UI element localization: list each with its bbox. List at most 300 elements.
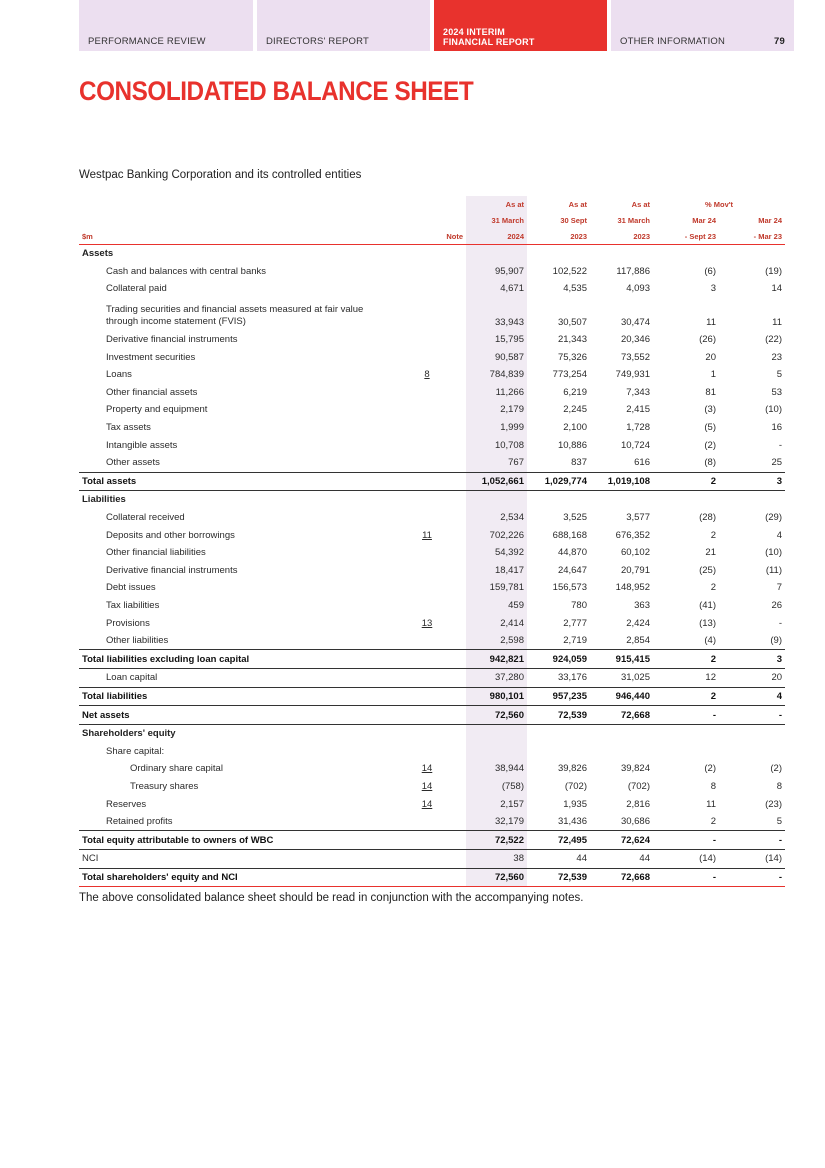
row-label: Provisions <box>106 617 150 629</box>
table-row <box>79 331 785 349</box>
row-value: (8) <box>704 457 716 469</box>
row-value: (26) <box>699 334 716 346</box>
row-note-link <box>388 831 466 850</box>
row-value: 924,059 <box>527 650 590 669</box>
row-label: Share capital: <box>106 745 165 757</box>
row-value <box>466 491 527 509</box>
row-value: 1,019,108 <box>590 472 653 491</box>
row-value: (5) <box>704 422 716 434</box>
page-subtitle: Westpac Banking Corporation and its controlled entities <box>79 169 362 181</box>
row-value: (3) <box>704 404 716 416</box>
row-label: Ordinary share capital <box>130 763 223 775</box>
row-value: - <box>653 706 719 725</box>
row-value: 8 <box>776 780 783 792</box>
row-value: (10) <box>765 404 783 416</box>
row-value: 23 <box>771 351 783 363</box>
table-row <box>79 650 785 669</box>
row-value: 20,346 <box>620 334 650 346</box>
row-note-link <box>388 562 466 580</box>
row-value: 7 <box>776 582 783 594</box>
table-row <box>79 850 785 869</box>
row-value: 3 <box>719 472 785 491</box>
row-value: 3 <box>719 650 785 669</box>
row-value: 2,179 <box>466 401 527 419</box>
row-value: 2 <box>710 582 716 594</box>
row-value: 4 <box>719 687 785 706</box>
row-note-link <box>388 401 466 419</box>
row-value: 3 <box>710 283 716 295</box>
row-value: (13) <box>699 617 716 629</box>
row-value: 60,102 <box>620 547 650 559</box>
row-label: Investment securities <box>106 351 196 363</box>
header-cell-note: Note <box>388 228 466 245</box>
row-note-link <box>388 348 466 366</box>
row-value: 11 <box>706 798 716 810</box>
row-value: 30,507 <box>557 316 587 328</box>
row-note-link <box>388 245 466 263</box>
row-label: Shareholders' equity <box>82 728 176 740</box>
row-value: 16 <box>771 422 783 434</box>
header-cell: As at <box>631 199 650 209</box>
header-cell: - Sept 23 <box>653 228 719 245</box>
row-value <box>466 724 527 742</box>
row-value: 20 <box>771 672 783 684</box>
header-cell: 31 March <box>466 212 527 228</box>
row-note-link <box>388 813 466 831</box>
row-value: (23) <box>765 798 783 810</box>
row-value: 33,176 <box>557 672 587 684</box>
row-label: NCI <box>82 853 99 865</box>
row-value <box>466 742 527 760</box>
table-row <box>79 742 785 760</box>
table-row <box>79 472 785 491</box>
row-value: 8 <box>710 780 716 792</box>
row-value <box>590 742 653 760</box>
row-value: 72,624 <box>590 831 653 850</box>
row-value <box>653 724 719 742</box>
row-note-link <box>388 687 466 706</box>
tab-label: OTHER INFORMATION <box>620 36 726 47</box>
row-value: 21 <box>705 547 716 559</box>
header-cell: 31 March <box>617 215 650 225</box>
row-value: 1,935 <box>563 798 587 810</box>
row-note-link <box>388 509 466 527</box>
row-value: 53 <box>771 386 783 398</box>
row-value: 73,552 <box>620 351 650 363</box>
table-row <box>79 778 785 796</box>
row-value: - <box>778 439 783 451</box>
row-value: 2,854 <box>626 635 650 647</box>
row-value: 11 <box>706 316 716 328</box>
row-value: 38,944 <box>466 760 527 778</box>
table-row <box>79 436 785 454</box>
header-cell: 30 Sept <box>560 215 587 225</box>
row-note-link[interactable]: 8 <box>424 369 430 381</box>
tab-interim-financial-report[interactable] <box>434 0 607 51</box>
row-label: Trading securities and financial assets measured at fair value through income statement (FVIS) <box>106 303 364 327</box>
row-value: 2,414 <box>466 614 527 632</box>
row-value: 37,280 <box>466 669 527 688</box>
row-value: (2) <box>770 763 783 775</box>
row-value: 1,052,661 <box>466 472 527 491</box>
row-note-link <box>388 579 466 597</box>
row-label: Loans <box>106 369 132 381</box>
table-row <box>79 724 785 742</box>
row-value: 26 <box>771 599 783 611</box>
row-value: 767 <box>466 454 527 472</box>
row-value: (25) <box>699 564 716 576</box>
row-value: 6,219 <box>563 386 587 398</box>
row-value: 44 <box>639 853 650 865</box>
header-cell-movement: % Mov't <box>704 199 734 209</box>
tab-directors-report[interactable] <box>257 0 430 51</box>
row-label: Other financial liabilities <box>106 547 206 559</box>
table-row <box>79 813 785 831</box>
row-value: 38 <box>466 850 527 869</box>
row-value: 39,826 <box>557 763 587 775</box>
row-value: 148,952 <box>615 582 650 594</box>
row-value: 44 <box>576 853 587 865</box>
row-value: 2,719 <box>563 635 587 647</box>
row-label: Deposits and other borrowings <box>106 529 235 541</box>
table-header-row <box>79 212 785 228</box>
row-value: 2 <box>653 687 719 706</box>
row-value: 702,226 <box>466 526 527 544</box>
row-label: Treasury shares <box>130 780 199 792</box>
row-value: 1,728 <box>626 422 650 434</box>
row-value: (11) <box>765 564 783 576</box>
row-note-link <box>388 263 466 281</box>
row-note-link <box>388 384 466 402</box>
header-cell: As at <box>568 199 587 209</box>
row-note-link <box>388 491 466 509</box>
table-row <box>79 669 785 688</box>
footnote: The above consolidated balance sheet should be read in conjunction with the accompanying notes. <box>79 892 584 904</box>
row-note-link <box>388 632 466 650</box>
row-note-link <box>388 742 466 760</box>
row-value: 25 <box>771 457 783 469</box>
row-value: (4) <box>704 635 716 647</box>
row-note-link[interactable]: 14 <box>421 780 433 792</box>
table-row <box>79 366 785 384</box>
row-value: 749,931 <box>615 369 650 381</box>
row-note-link <box>388 650 466 669</box>
row-value: 1 <box>710 369 716 381</box>
row-value: 10,886 <box>557 439 587 451</box>
row-value: 3,577 <box>626 512 650 524</box>
row-value: (758) <box>466 778 527 796</box>
header-cell: 2023 <box>590 228 653 245</box>
row-value: 24,647 <box>557 564 587 576</box>
row-value: 4 <box>776 529 783 541</box>
row-value: 4,671 <box>466 280 527 298</box>
table-header-row <box>79 228 785 245</box>
row-value: - <box>653 831 719 850</box>
tab-other-information[interactable] <box>611 0 794 51</box>
row-value: 2,245 <box>563 404 587 416</box>
row-value: 2,100 <box>563 422 587 434</box>
balance-sheet-table <box>79 196 785 887</box>
row-label: Tax liabilities <box>106 599 160 611</box>
row-value: 2 <box>653 472 719 491</box>
tab-label: PERFORMANCE REVIEW <box>88 36 206 47</box>
table-row <box>79 795 785 813</box>
row-label: Derivative financial instruments <box>106 564 238 576</box>
table-row <box>79 706 785 725</box>
row-value: 72,560 <box>466 706 527 725</box>
table-row <box>79 509 785 527</box>
row-value: 44,870 <box>557 547 587 559</box>
table-row <box>79 562 785 580</box>
row-value: - <box>719 831 785 850</box>
row-note-link <box>388 850 466 869</box>
row-label: Retained profits <box>106 816 173 828</box>
row-note-link <box>388 544 466 562</box>
row-label: Total shareholders' equity and NCI <box>79 868 388 887</box>
row-value: 773,254 <box>552 369 587 381</box>
row-value: 12 <box>705 672 716 684</box>
row-label: Other liabilities <box>106 635 169 647</box>
header-cell: 2023 <box>527 228 590 245</box>
row-value: 54,392 <box>466 544 527 562</box>
row-label: Total assets <box>79 472 388 491</box>
row-value: - <box>719 706 785 725</box>
row-value: (14) <box>699 853 716 865</box>
row-value <box>719 491 785 509</box>
row-value: 5 <box>776 369 783 381</box>
row-value: 2,598 <box>466 632 527 650</box>
row-value: 2,424 <box>626 617 650 629</box>
row-value: 2,777 <box>563 617 587 629</box>
row-value: 72,539 <box>527 706 590 725</box>
row-value: (22) <box>765 334 783 346</box>
row-value: 15,795 <box>466 331 527 349</box>
row-value: 688,168 <box>552 529 587 541</box>
row-value <box>590 245 653 263</box>
row-value: 21,343 <box>557 334 587 346</box>
row-value: (2) <box>704 763 716 775</box>
row-value: 72,522 <box>466 831 527 850</box>
row-label: Cash and balances with central banks <box>106 265 267 277</box>
row-value: 2,816 <box>626 798 650 810</box>
row-value: 72,668 <box>590 706 653 725</box>
table-row <box>79 419 785 437</box>
row-label: Debt issues <box>106 582 156 594</box>
row-value: 72,668 <box>590 868 653 887</box>
row-note-link[interactable]: 11 <box>422 529 432 541</box>
row-label: Intangible assets <box>106 439 178 451</box>
row-value: (14) <box>765 853 783 865</box>
row-value: (6) <box>704 265 716 277</box>
row-value: 616 <box>634 457 650 469</box>
row-value: 2 <box>653 650 719 669</box>
header-cell: 2024 <box>466 228 527 245</box>
row-value: 10,708 <box>466 436 527 454</box>
table-row <box>79 526 785 544</box>
row-value: 459 <box>466 597 527 615</box>
row-value: 156,573 <box>552 582 587 594</box>
row-value: 159,781 <box>466 579 527 597</box>
table-row <box>79 348 785 366</box>
row-label: Net assets <box>79 706 388 725</box>
row-value: 957,235 <box>527 687 590 706</box>
row-value: 7,343 <box>626 386 650 398</box>
row-value: 363 <box>634 599 650 611</box>
row-value: (29) <box>765 512 783 524</box>
row-value: 942,821 <box>466 650 527 669</box>
row-value: 1,029,774 <box>527 472 590 491</box>
row-value: 14 <box>771 283 783 295</box>
row-label: Total liabilities excluding loan capital <box>79 650 388 669</box>
row-note-link[interactable]: 13 <box>421 617 433 629</box>
row-value: 837 <box>571 457 587 469</box>
row-value: (41) <box>699 599 716 611</box>
row-value: - <box>653 868 719 887</box>
table-header-row <box>79 196 785 212</box>
row-label: Property and equipment <box>106 404 208 416</box>
row-value: 3,525 <box>563 512 587 524</box>
row-value: - <box>719 868 785 887</box>
row-note-link <box>388 454 466 472</box>
row-label: Liabilities <box>82 494 126 506</box>
row-value <box>653 245 719 263</box>
row-value: 946,440 <box>590 687 653 706</box>
header-cell: - Mar 23 <box>719 228 785 245</box>
table-row <box>79 544 785 562</box>
row-value: (702) <box>627 780 650 792</box>
row-value: (19) <box>765 265 783 277</box>
row-value: 33,943 <box>466 298 527 331</box>
row-label: Derivative financial instruments <box>106 334 238 346</box>
row-value <box>719 742 785 760</box>
row-value: 4,093 <box>626 283 650 295</box>
table-row <box>79 760 785 778</box>
row-value: 95,907 <box>466 263 527 281</box>
header-cell-unit: $m <box>79 228 388 245</box>
row-value: 784,839 <box>466 366 527 384</box>
row-value <box>527 742 590 760</box>
table-row <box>79 245 785 263</box>
row-note-link <box>388 669 466 688</box>
row-value: 780 <box>571 599 587 611</box>
row-note-link <box>388 472 466 491</box>
row-value: 30,474 <box>620 316 650 328</box>
row-value: (28) <box>699 512 716 524</box>
table-row <box>79 298 785 331</box>
row-value: 20,791 <box>620 564 650 576</box>
row-value: 72,560 <box>466 868 527 887</box>
tab-performance-review[interactable] <box>79 0 253 51</box>
row-value: 2 <box>710 816 716 828</box>
table-row <box>79 831 785 850</box>
tab-label: 2024 INTERIM FINANCIAL REPORT <box>443 27 535 47</box>
row-label: Other financial assets <box>106 386 198 398</box>
table-row <box>79 868 785 887</box>
row-value: (10) <box>765 547 783 559</box>
row-value: 39,824 <box>620 763 650 775</box>
row-value: (2) <box>704 439 716 451</box>
row-value: 20 <box>705 351 716 363</box>
row-value: 32,179 <box>466 813 527 831</box>
row-value: 980,101 <box>466 687 527 706</box>
table-row <box>79 454 785 472</box>
row-note-link <box>388 280 466 298</box>
row-label: Reserves <box>106 798 147 810</box>
row-value <box>653 742 719 760</box>
table-row <box>79 263 785 281</box>
row-value: 30,686 <box>620 816 650 828</box>
row-value <box>719 724 785 742</box>
row-value: 676,352 <box>615 529 650 541</box>
row-note-link[interactable]: 14 <box>421 763 433 775</box>
row-value: 31,436 <box>557 816 587 828</box>
row-value: (702) <box>564 780 587 792</box>
row-value: 11,266 <box>466 384 527 402</box>
row-value: 1,999 <box>466 419 527 437</box>
row-value: 2 <box>710 529 716 541</box>
row-label: Loan capital <box>106 672 158 684</box>
table-row <box>79 687 785 706</box>
row-value <box>527 245 590 263</box>
row-label: Other assets <box>106 457 160 469</box>
row-value: 72,539 <box>527 868 590 887</box>
row-value: 102,522 <box>552 265 587 277</box>
row-value: 72,495 <box>527 831 590 850</box>
row-note-link <box>388 331 466 349</box>
row-value: 31,025 <box>620 672 650 684</box>
row-label: Collateral paid <box>106 283 167 295</box>
row-value: (9) <box>770 635 783 647</box>
row-value <box>527 724 590 742</box>
page-title: CONSOLIDATED BALANCE SHEET <box>79 76 474 106</box>
row-value: 11 <box>772 316 783 328</box>
row-note-link <box>388 868 466 887</box>
row-value: 915,415 <box>590 650 653 669</box>
table-row <box>79 614 785 632</box>
row-note-link <box>388 706 466 725</box>
row-value: 90,587 <box>466 348 527 366</box>
row-value: 5 <box>776 816 783 828</box>
row-label: Total liabilities <box>79 687 388 706</box>
row-value <box>590 724 653 742</box>
row-label: Total equity attributable to owners of WBC <box>79 831 388 850</box>
row-value: 81 <box>705 386 716 398</box>
header-cell: Mar 24 <box>692 215 716 225</box>
row-value: 2,157 <box>466 795 527 813</box>
row-note-link <box>388 298 466 331</box>
row-value: 18,417 <box>466 562 527 580</box>
row-note-link <box>388 724 466 742</box>
row-value <box>590 491 653 509</box>
tab-label: DIRECTORS' REPORT <box>266 36 370 47</box>
row-value: 117,886 <box>616 265 650 277</box>
row-value <box>719 245 785 263</box>
row-value: - <box>778 617 783 629</box>
row-value: 2,534 <box>466 509 527 527</box>
page-number: 79 <box>774 36 785 47</box>
row-value: 4,535 <box>563 283 587 295</box>
row-note-link[interactable]: 14 <box>421 798 433 810</box>
row-value <box>527 491 590 509</box>
row-value: 75,326 <box>557 351 587 363</box>
row-value <box>466 245 527 263</box>
row-note-link <box>388 597 466 615</box>
row-value <box>653 491 719 509</box>
table-row <box>79 401 785 419</box>
row-value: 10,724 <box>620 439 650 451</box>
row-label: Collateral received <box>106 512 185 524</box>
table-row <box>79 597 785 615</box>
